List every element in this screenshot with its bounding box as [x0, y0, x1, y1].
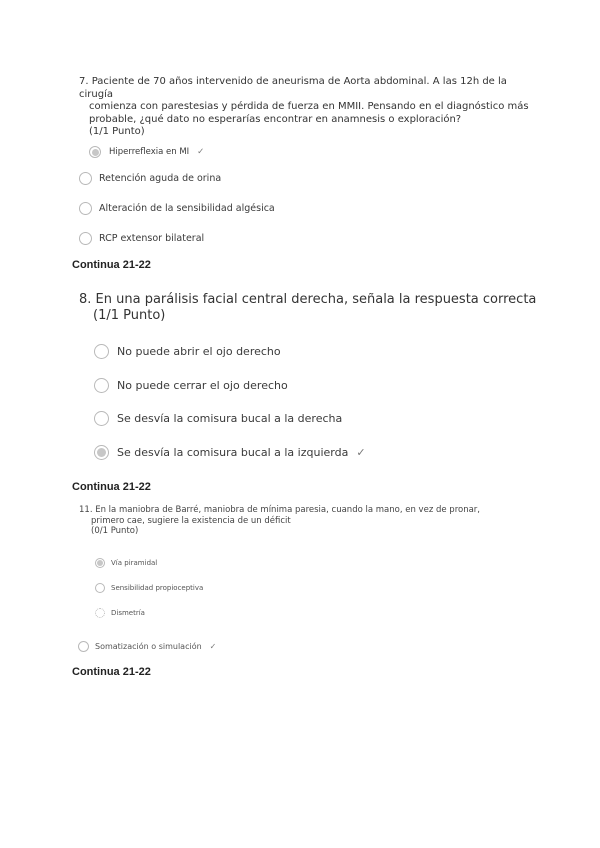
- radio-button[interactable]: [79, 172, 92, 185]
- radio-button[interactable]: [94, 411, 109, 426]
- radio-button-selected[interactable]: [94, 445, 109, 460]
- radio-button[interactable]: [79, 232, 92, 245]
- q11-option-3[interactable]: [95, 608, 145, 618]
- option-label: Hiperreflexia en MI: [109, 147, 190, 157]
- option-label: Vía piramidal: [111, 559, 158, 567]
- option-label: No puede cerrar el ojo derecho: [117, 379, 288, 392]
- question-7: [79, 76, 539, 139]
- question-7-line-3: probable, ¿qué dato no esperarías encontrar en anamnesis o exploración?: [89, 113, 462, 125]
- section-label-1: Continua 21-22: [72, 259, 151, 271]
- option-label: RCP extensor bilateral: [99, 233, 205, 244]
- question-7-line-1: 7. Paciente de 70 años intervenido de aneurisma de Aorta abdominal. A las 12h de la cirugía: [79, 76, 507, 100]
- radio-button-selected[interactable]: [95, 558, 105, 568]
- radio-button-selected[interactable]: [89, 146, 101, 158]
- question-11: [79, 505, 519, 537]
- option-label: Se desvía la comisura bucal a la izquierda: [117, 446, 349, 459]
- q7-option-3[interactable]: [79, 202, 275, 215]
- radio-button[interactable]: [78, 641, 89, 652]
- question-8-line-1: 8. En una parálisis facial central derecha, señala la respuesta correcta: [79, 292, 537, 307]
- question-8: [79, 292, 549, 325]
- question-7-points: (1/1 Punto): [89, 126, 145, 137]
- section-label-3: Continua 21-22: [72, 666, 151, 678]
- radio-button[interactable]: [94, 344, 109, 359]
- option-label: No puede abrir el ojo derecho: [117, 345, 281, 358]
- radio-button[interactable]: [79, 202, 92, 215]
- checkmark-icon: ✓: [197, 147, 205, 157]
- option-label: Alteración de la sensibilidad algésica: [99, 203, 275, 214]
- checkmark-icon: ✓: [356, 446, 366, 459]
- q8-option-1[interactable]: [94, 344, 281, 359]
- option-label: Se desvía la comisura bucal a la derecha: [117, 412, 343, 425]
- radio-button[interactable]: [95, 583, 105, 593]
- checkmark-icon: ✓: [209, 642, 217, 651]
- section-label-2: Continua 21-22: [72, 481, 151, 493]
- q8-option-4[interactable]: [94, 445, 366, 460]
- question-11-line-2: primero cae, sugiere la existencia de un déficit: [91, 515, 291, 526]
- q7-option-4[interactable]: [79, 232, 204, 245]
- option-label: Dismetría: [111, 609, 145, 617]
- option-label: Somatización o simulación: [95, 642, 202, 651]
- radio-button[interactable]: [95, 608, 105, 618]
- q11-option-4[interactable]: [78, 641, 216, 652]
- q7-option-2[interactable]: [79, 172, 221, 185]
- q7-option-1[interactable]: [89, 146, 204, 158]
- question-11-line-1: 11. En la maniobra de Barré, maniobra de mínima paresia, cuando la mano, en vez de pronar,: [79, 505, 481, 515]
- q11-option-1[interactable]: [95, 558, 157, 568]
- option-label: Sensibilidad propioceptiva: [111, 584, 204, 592]
- q8-option-2[interactable]: [94, 378, 288, 393]
- q11-option-2[interactable]: [95, 583, 203, 593]
- option-label: Retención aguda de orina: [99, 173, 222, 184]
- q8-option-3[interactable]: [94, 411, 342, 426]
- question-7-line-2: comienza con parestesias y pérdida de fuerza en MMII. Pensando en el diagnóstico más: [89, 101, 529, 112]
- question-11-points: (0/1 Punto): [91, 526, 139, 537]
- radio-button[interactable]: [94, 378, 109, 393]
- question-8-points: (1/1 Punto): [93, 308, 166, 324]
